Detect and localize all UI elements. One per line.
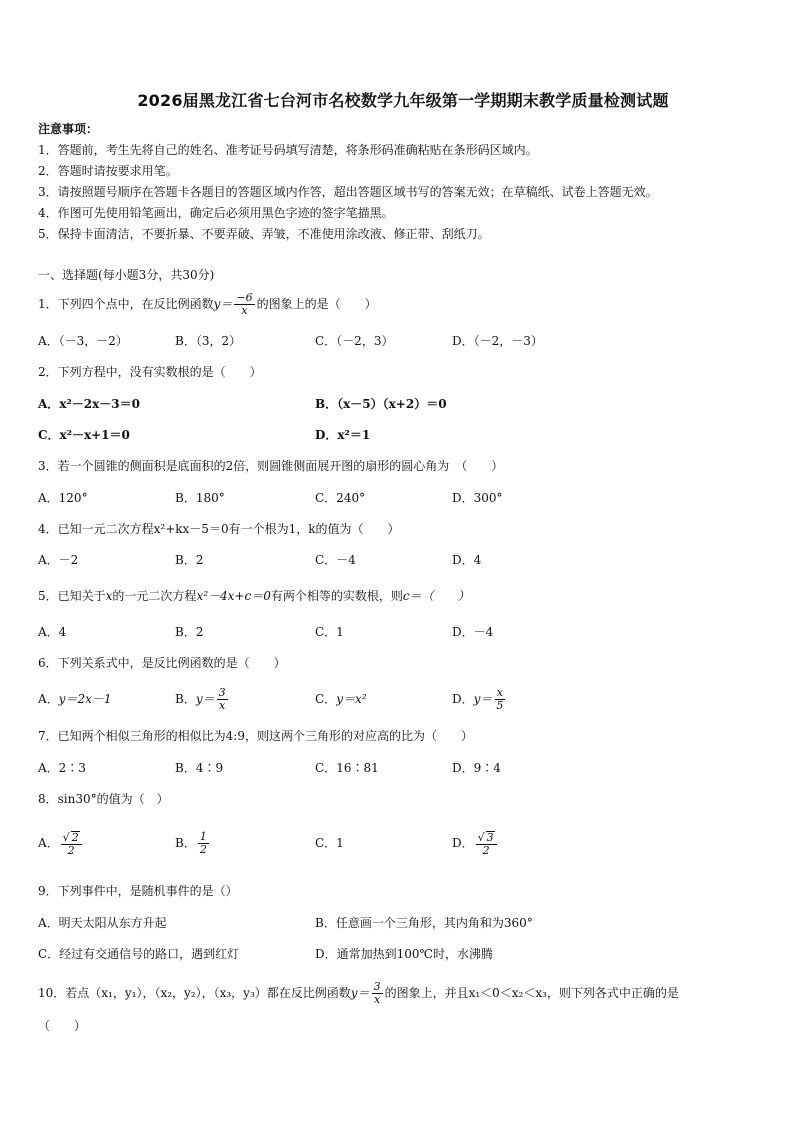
fraction-denominator: 2 bbox=[482, 843, 490, 857]
q4-option-c: C．－4 bbox=[315, 553, 356, 567]
fraction-denominator: 2 bbox=[199, 843, 207, 856]
question-5-eq: x²－4x+c＝0 bbox=[196, 589, 271, 603]
q8-option-b bbox=[175, 823, 211, 863]
q5-option-d: D．－4 bbox=[452, 625, 494, 639]
question-10-paren: （ ） bbox=[38, 1019, 87, 1033]
q4-option-b: B．2 bbox=[175, 553, 204, 567]
notice-item-4: 4．作图可先使用铅笔画出，确定后必须用黑色字迹的签字笔描黑。 bbox=[38, 206, 394, 220]
q8-option-d bbox=[452, 823, 499, 863]
question-5-post: 有两个相等的实数根，则 bbox=[270, 589, 403, 603]
q2-option-d: D．x²＝1 bbox=[315, 428, 371, 442]
option-label: A． bbox=[38, 761, 59, 775]
question-5-var: x bbox=[105, 589, 113, 603]
option-label: B． bbox=[175, 692, 196, 706]
q3-option-a: A．120° bbox=[38, 491, 88, 505]
q3-option-c: C．240° bbox=[315, 491, 366, 505]
q3-option-d: D．300° bbox=[452, 491, 503, 505]
q9-option-a: A．明天太阳从东方升起 bbox=[38, 916, 167, 930]
q7-option-d bbox=[452, 760, 501, 776]
question-1 bbox=[38, 290, 377, 318]
option-fraction bbox=[494, 687, 505, 712]
option-value: 16∶81 bbox=[336, 761, 379, 775]
q4-option-a: A．－2 bbox=[38, 553, 79, 567]
q1-option-b: B．（3，2） bbox=[175, 334, 242, 348]
notice-item-3: 3．请按照题号顺序在答题卡各题目的答题区域内作答，超出答题区域书写的答案无效；在草稿纸、试卷上答题无效。 bbox=[38, 185, 658, 199]
q9-option-b: B．任意画一个三角形，其内角和为360° bbox=[315, 916, 533, 930]
q6-option-b bbox=[175, 684, 230, 714]
option-value: 9∶4 bbox=[473, 761, 501, 775]
question-3: 3．若一个圆锥的侧面积是底面积的2倍，则圆锥侧面展开图的扇形的圆心角为 （ ） bbox=[38, 459, 504, 473]
fraction-numerator: 3 bbox=[218, 686, 226, 699]
notice-item-5: 5．保持卡面清洁，不要折暴、不要弄破、弄皱，不准使用涂改液、修正带、刮纸刀。 bbox=[38, 227, 490, 241]
option-fraction bbox=[198, 831, 209, 856]
q8-option-a bbox=[38, 823, 84, 863]
q6-option-d bbox=[452, 684, 507, 714]
option-value: 4∶9 bbox=[195, 761, 224, 775]
q6-option-a bbox=[38, 684, 112, 714]
q4-option-d: D．4 bbox=[452, 553, 482, 567]
option-label: A． bbox=[38, 692, 59, 706]
question-5 bbox=[38, 588, 470, 604]
notice-item-2: 2．答题时请按要求用笔。 bbox=[38, 164, 178, 178]
page-title: 2026届黑龙江省七台河市名校数学九年级第一学期期末教学质量检测试题 bbox=[137, 91, 669, 110]
notice-item-1: 1．答题前，考生先将自己的姓名、准考证号码填写清楚，将条形码准确粘贴在条形码区域内。 bbox=[38, 143, 538, 157]
option-label: D． bbox=[452, 761, 474, 775]
option-formula: y＝2x－1 bbox=[58, 692, 112, 706]
fraction-denominator: x bbox=[373, 993, 381, 1006]
question-8: 8．sin30°的值为（ ） bbox=[38, 792, 169, 806]
fraction-numerator: x bbox=[496, 686, 504, 699]
sqrt-radicand: 2 bbox=[71, 830, 79, 844]
sqrt-radicand: 3 bbox=[486, 830, 494, 844]
question-1-fraction bbox=[234, 292, 254, 317]
fraction-denominator: 5 bbox=[496, 699, 504, 712]
option-label: C． bbox=[315, 761, 337, 775]
q7-option-c bbox=[315, 760, 379, 776]
option-label: B． bbox=[175, 761, 196, 775]
option-label: B． bbox=[175, 836, 196, 850]
option-label: D． bbox=[452, 692, 474, 706]
question-4: 4．已知一元二次方程x²+kx－5＝0有一个根为1，k的值为（ ） bbox=[38, 522, 400, 536]
q5-option-c: C．1 bbox=[315, 625, 344, 639]
q1-option-a: A．（－3，－2） bbox=[38, 334, 128, 348]
q1-option-d: D．（－2，－3） bbox=[452, 334, 543, 348]
q2-option-a: A．x²－2x－3＝0 bbox=[38, 397, 140, 411]
fraction-denominator: 2 bbox=[67, 843, 75, 857]
q1-option-c: C．（－2，3） bbox=[315, 334, 394, 348]
option-formula: y＝x² bbox=[336, 692, 367, 706]
question-10 bbox=[38, 978, 679, 1008]
section-heading: 一、选择题(每小题3分，共30分) bbox=[38, 268, 215, 282]
fraction-numerator: 3 bbox=[373, 980, 381, 993]
option-value: 2∶3 bbox=[58, 761, 86, 775]
notice-heading: 注意事项： bbox=[38, 122, 99, 136]
fraction-denominator: x bbox=[219, 699, 226, 712]
option-label: A． bbox=[38, 836, 59, 850]
question-10-post: 的图象上，并且x₁＜0＜x₂＜x₃，则下列各式中正确的是 bbox=[384, 986, 679, 1000]
fraction-denominator: x bbox=[241, 304, 248, 317]
question-5-mid: 的一元二次方程 bbox=[112, 589, 197, 603]
q7-option-b bbox=[175, 760, 223, 776]
question-1-pre: 1．下列四个点中，在反比例函数 bbox=[38, 297, 214, 311]
q7-option-a bbox=[38, 760, 86, 776]
fraction-numerator: √ 3 bbox=[476, 831, 497, 845]
question-1-post: 的图象上的是（ ） bbox=[256, 297, 377, 311]
question-7: 7．已知两个相似三角形的相似比为4:9，则这两个三角形的对应高的比为（ ） bbox=[38, 729, 473, 743]
fraction-numerator: 1 bbox=[199, 830, 207, 843]
q2-option-c: C．x²－x+1＝0 bbox=[38, 428, 130, 442]
option-formula: y＝ bbox=[473, 692, 493, 706]
q8-option-c: C．1 bbox=[315, 836, 344, 850]
fraction-numerator: √ 2 bbox=[61, 831, 82, 845]
q2-option-b: B．（x－5）（x+2）＝0 bbox=[315, 397, 447, 411]
q6-option-c bbox=[315, 684, 367, 714]
question-5-c: c＝（ ） bbox=[402, 589, 470, 603]
q5-option-a: A．4 bbox=[38, 625, 67, 639]
q3-option-b: B．180° bbox=[175, 491, 225, 505]
option-formula: y＝ bbox=[195, 692, 215, 706]
option-label: D． bbox=[452, 836, 474, 850]
fraction-numerator: −6 bbox=[236, 291, 253, 304]
q9-option-c: C．经过有交通信号的路口，遇到红灯 bbox=[38, 947, 240, 961]
option-fraction bbox=[476, 831, 497, 857]
q5-option-b: B．2 bbox=[175, 625, 204, 639]
option-fraction bbox=[61, 831, 82, 857]
question-2: 2．下列方程中，没有实数根的是（ ） bbox=[38, 365, 262, 379]
question-1-fn: y＝ bbox=[213, 297, 233, 311]
question-10-fn: y＝ bbox=[350, 986, 370, 1000]
question-9: 9．下列事件中，是随机事件的是（） bbox=[38, 884, 238, 898]
option-fraction bbox=[217, 687, 228, 712]
question-5-pre: 5．已知关于 bbox=[38, 589, 106, 603]
option-label: C． bbox=[315, 692, 337, 706]
q9-option-d: D．通常加热到100℃时，水沸腾 bbox=[315, 947, 493, 961]
question-10-fraction bbox=[372, 981, 383, 1006]
question-6: 6．下列关系式中，是反比例函数的是（ ） bbox=[38, 656, 286, 670]
question-10-pre: 10．若点（x₁，y₁），（x₂，y₂），（x₃，y₃）都在反比例函数 bbox=[38, 986, 351, 1000]
